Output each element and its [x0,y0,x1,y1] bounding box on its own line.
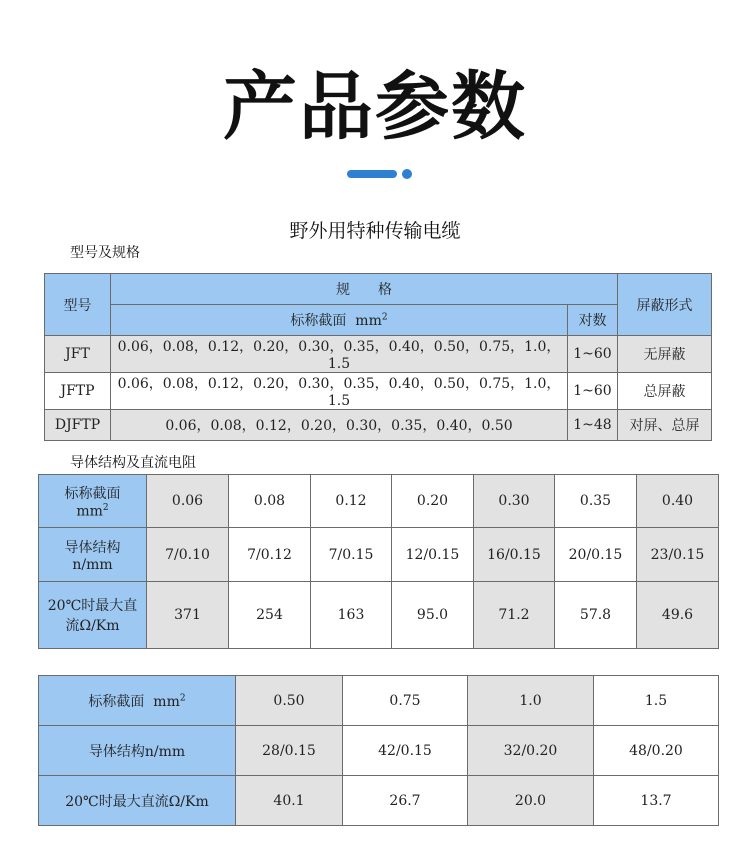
model-cell: JFT [45,336,111,373]
area-cell: 0.12 [311,475,392,528]
resistance-cell: 57.8 [555,582,637,649]
structure-row-label: 导体结构 n/mm [39,528,147,582]
page-title: 产品参数 [223,64,527,150]
area-cell: 0.30 [474,475,555,528]
area-cell: 0.75 [343,676,468,726]
structure-cell: 16/0.15 [474,528,555,582]
pairs-cell: 1~60 [568,373,618,410]
structure-cell: 32/0.20 [468,726,594,776]
spec-column-header: 规 格 [111,274,618,305]
structure-cell: 7/0.12 [229,528,311,582]
conductor-table-2 [38,675,719,826]
resistance-cell: 95.0 [392,582,474,649]
resistance-cell: 163 [311,582,392,649]
area-cell: 0.20 [392,475,474,528]
pairs-column-header: 对数 [568,305,618,336]
model-table-header-row [45,274,712,305]
shield-cell: 无屏蔽 [618,336,712,373]
resistance-cell: 71.2 [474,582,555,649]
model-section-label: 型号及规格 [70,245,140,261]
structure-cell: 42/0.15 [343,726,468,776]
structure-cell: 48/0.20 [594,726,719,776]
shield-cell: 对屏、总屏 [618,410,712,441]
resistance-row-label: 20℃时最大直流Ω/Km [39,776,236,826]
table-row [39,676,719,726]
conductor-table-1 [38,474,719,649]
structure-cell: 28/0.15 [236,726,343,776]
area-row-label: 标称截面 $mm^2$ [39,475,147,528]
table-row [45,336,712,373]
structure-cell: 7/0.15 [311,528,392,582]
table-row [45,373,712,410]
structure-cell: 23/0.15 [637,528,719,582]
structure-row-label: 导体结构n/mm [39,726,236,776]
resistance-cell: 40.1 [236,776,343,826]
conductor-section-label: 导体结构及直流电阻 [70,455,196,471]
table-row [39,528,719,582]
model-cell: JFTP [45,373,111,410]
table-row [39,582,719,649]
resistance-cell: 49.6 [637,582,719,649]
structure-cell: 7/0.10 [147,528,229,582]
sizes-cell: 0.06，0.08，0.12，0.20，0.30，0.35，0.40，0.50，0.75，1.0，1.5 [111,373,568,410]
table-row [39,726,719,776]
shield-column-header: 屏蔽形式 [618,274,712,336]
table-row [39,776,719,826]
area-cell: 0.35 [555,475,637,528]
area-row-label: 标称截面 $mm^2$ [39,676,236,726]
cable-subtitle: 野外用特种传输电缆 [289,220,461,242]
area-cell: 0.06 [147,475,229,528]
table-row [45,410,712,441]
area-cell: 1.5 [594,676,719,726]
model-cell: DJFTP [45,410,111,441]
area-column-header: 标称截面 $mm^2$ [111,305,568,336]
resistance-cell: 371 [147,582,229,649]
structure-cell: 12/0.15 [392,528,474,582]
pairs-cell: 1~48 [568,410,618,441]
resistance-row-label: 20℃时最大直 流Ω/Km [39,582,147,649]
model-table-subheader-row [45,305,712,336]
area-cell: 1.0 [468,676,594,726]
model-spec-table [44,273,712,441]
resistance-cell: 13.7 [594,776,719,826]
title-accent-bar [347,170,397,178]
sizes-cell: 0.06，0.08，0.12，0.20，0.30，0.35，0.40，0.50 [111,410,568,441]
structure-cell: 20/0.15 [555,528,637,582]
resistance-cell: 254 [229,582,311,649]
pairs-cell: 1~60 [568,336,618,373]
area-cell: 0.08 [229,475,311,528]
area-cell: 0.50 [236,676,343,726]
model-column-header: 型号 [45,274,111,336]
resistance-cell: 26.7 [343,776,468,826]
title-accent-dot [402,169,412,179]
shield-cell: 总屏蔽 [618,373,712,410]
sizes-cell: 0.06，0.08，0.12，0.20，0.30，0.35，0.40，0.50，0.75，1.0，1.5 [111,336,568,373]
area-cell: 0.40 [637,475,719,528]
table-row [39,475,719,528]
resistance-cell: 20.0 [468,776,594,826]
